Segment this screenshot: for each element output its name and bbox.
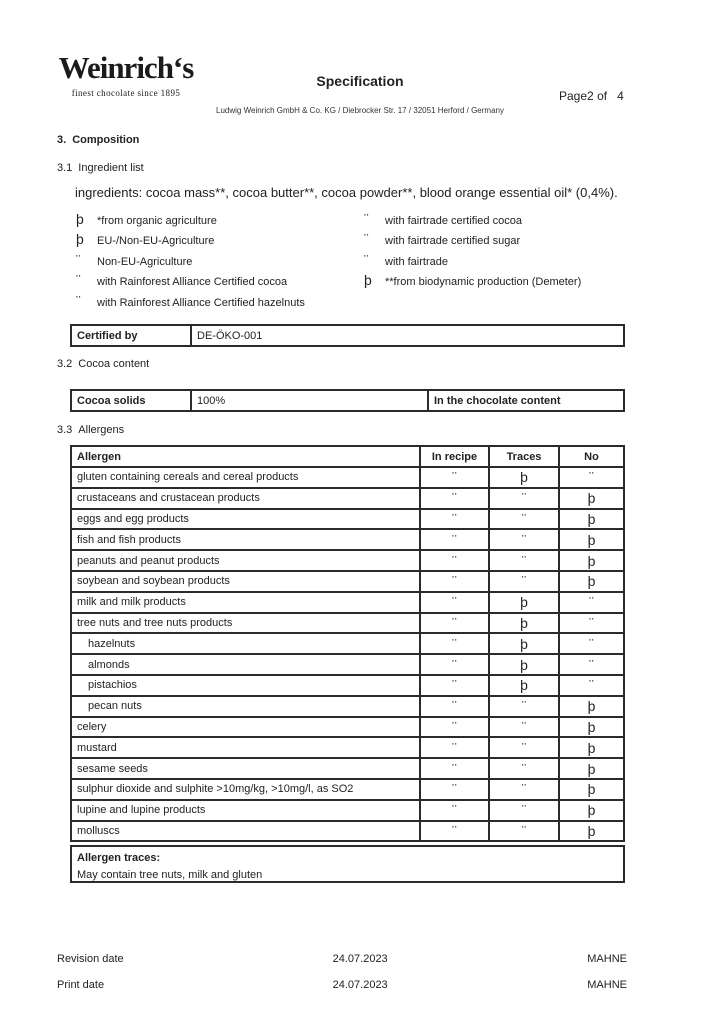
allergen-row — [71, 571, 624, 592]
checkbox-mark-icon: ¨ — [76, 251, 81, 268]
checkbox-mark-icon: þ — [364, 272, 372, 289]
option-row — [364, 232, 581, 252]
traces-mark-cell: ¨ — [489, 696, 559, 717]
in-recipe-mark-cell: ¨ — [420, 509, 489, 530]
section-title: Cocoa content — [78, 358, 150, 370]
traces-mark-cell: ¨ — [489, 779, 559, 800]
checkbox-mark-icon: ¨ — [364, 251, 369, 268]
no-mark-cell: ¨ — [559, 613, 624, 634]
no-mark-cell: ¨ — [559, 467, 624, 488]
in-recipe-mark-cell: ¨ — [420, 779, 489, 800]
footer-row-author: MAHNE — [587, 979, 627, 991]
option-label: EU-/Non-EU-Agriculture — [97, 235, 215, 248]
allergen-row — [71, 488, 624, 509]
allergen-row — [71, 696, 624, 717]
section-title: Allergens — [78, 424, 125, 436]
traces-mark-cell: ¨ — [489, 717, 559, 738]
ingredients-line: ingredients: cocoa mass**, cocoa butter**, cocoa powder**, blood orange essential oil* (0,4%). — [75, 185, 618, 200]
no-mark-cell: ¨ — [559, 633, 624, 654]
footer-row-date: 24.07.2023 — [332, 979, 388, 991]
allergen-name-cell: molluscs — [71, 821, 420, 842]
page-total: 4 — [617, 89, 624, 103]
no-mark-cell: þ — [559, 509, 624, 530]
section-number: 3.2 — [57, 358, 73, 370]
section-number: 3.1 — [57, 162, 73, 174]
allergens-header-row — [71, 446, 624, 467]
option-row — [76, 253, 305, 273]
in-recipe-mark-cell: ¨ — [420, 613, 489, 634]
allergen-column-header: Allergen — [71, 446, 420, 467]
traces-mark-cell: ¨ — [489, 821, 559, 842]
allergen-name-cell: gluten containing cereals and cereal products — [71, 467, 420, 488]
in-recipe-mark-cell: ¨ — [420, 737, 489, 758]
company-address: Ludwig Weinrich GmbH & Co. KG / Diebrocker Str. 17 / 32051 Herford / Germany — [216, 106, 504, 115]
traces-mark-cell: þ — [489, 633, 559, 654]
allergen-name-cell: crustaceans and crustacean products — [71, 488, 420, 509]
option-label: with fairtrade — [385, 255, 448, 268]
no-mark-cell: þ — [559, 800, 624, 821]
option-row — [76, 212, 305, 232]
allergen-row — [71, 550, 624, 571]
no-mark-cell: þ — [559, 550, 624, 571]
in-recipe-mark-cell: ¨ — [420, 467, 489, 488]
traces-mark-cell: þ — [489, 467, 559, 488]
in-recipe-mark-cell: ¨ — [420, 821, 489, 842]
option-label: *from organic agriculture — [97, 215, 217, 227]
footer-row-label: Revision date — [57, 953, 124, 965]
allergen-row — [71, 717, 624, 738]
allergen-row — [71, 613, 624, 634]
allergen-name-cell: eggs and egg products — [71, 509, 420, 530]
no-column-header: No — [559, 446, 624, 467]
allergens-table — [70, 445, 625, 842]
in-recipe-mark-cell: ¨ — [420, 758, 489, 779]
section-number: 3. — [57, 134, 67, 146]
certified-by-row — [71, 325, 624, 346]
allergen-row — [71, 800, 624, 821]
section-heading-cocoa-content — [57, 358, 149, 370]
allergen-name-cell: mustard — [71, 737, 420, 758]
no-mark-cell: ¨ — [559, 592, 624, 613]
option-row — [364, 253, 581, 273]
traces-mark-cell: ¨ — [489, 800, 559, 821]
footer-row — [57, 946, 627, 972]
in-recipe-mark-cell: ¨ — [420, 529, 489, 550]
traces-mark-cell: þ — [489, 613, 559, 634]
no-mark-cell: þ — [559, 717, 624, 738]
allergen-name-cell: fish and fish products — [71, 529, 420, 550]
certified-by-value-cell: DE-ÖKO-001 — [191, 325, 624, 346]
traces-mark-cell: ¨ — [489, 529, 559, 550]
allergen-name-cell: tree nuts and tree nuts products — [71, 613, 420, 634]
traces-mark-cell: ¨ — [489, 488, 559, 509]
footer-row-date: 24.07.2023 — [332, 953, 388, 965]
allergen-name-cell: sesame seeds — [71, 758, 420, 779]
checkbox-mark-icon: þ — [76, 211, 84, 227]
in-recipe-mark-cell: ¨ — [420, 592, 489, 613]
in-recipe-mark-cell: ¨ — [420, 675, 489, 696]
no-mark-cell: þ — [559, 529, 624, 550]
traces-mark-cell: ¨ — [489, 509, 559, 530]
option-row — [76, 273, 305, 293]
footer-row — [57, 972, 627, 998]
checkbox-mark-icon: þ — [76, 231, 84, 248]
page-current: 2 — [587, 89, 594, 103]
section-number: 3.3 — [57, 424, 73, 436]
logo-brand-text: Weinrich‘s — [58, 50, 194, 85]
allergen-name-cell: sulphur dioxide and sulphite >10mg/kg, >10mg/l, as SO2 — [71, 779, 420, 800]
section-title: Ingredient list — [78, 162, 144, 174]
traces-mark-cell: ¨ — [489, 758, 559, 779]
allergen-name-cell: almonds — [71, 654, 420, 675]
in-recipe-mark-cell: ¨ — [420, 633, 489, 654]
cocoa-content-table — [70, 389, 625, 412]
allergen-row — [71, 654, 624, 675]
no-mark-cell: þ — [559, 758, 624, 779]
checkbox-mark-icon: ¨ — [364, 211, 369, 227]
allergen-row — [71, 821, 624, 842]
traces-mark-cell: þ — [489, 592, 559, 613]
certified-by-label-cell: Certified by — [71, 325, 191, 346]
no-mark-cell: þ — [559, 737, 624, 758]
allergen-name-cell: lupine and lupine products — [71, 800, 420, 821]
option-label: with Rainforest Alliance Certified cocoa — [97, 276, 288, 289]
in-recipe-mark-cell: ¨ — [420, 488, 489, 509]
cocoa-solids-value-cell: 100% — [191, 390, 428, 411]
allergen-name-cell: pistachios — [71, 675, 420, 696]
option-label: Non-EU-Agriculture — [97, 255, 193, 268]
in-recipe-mark-cell: ¨ — [420, 800, 489, 821]
no-mark-cell: þ — [559, 779, 624, 800]
in-recipe-mark-cell: ¨ — [420, 717, 489, 738]
option-row — [76, 232, 305, 252]
cocoa-solids-row — [71, 390, 624, 411]
allergen-row — [71, 529, 624, 550]
page-of-label: of — [597, 89, 608, 103]
allergen-row — [71, 675, 624, 696]
allergen-row — [71, 467, 624, 488]
allergen-traces-text: May contain tree nuts, milk and gluten — [77, 869, 263, 881]
document-title: Specification — [316, 73, 404, 89]
allergen-name-cell: peanuts and peanut products — [71, 550, 420, 571]
no-mark-cell: þ — [559, 488, 624, 509]
section-heading-composition — [57, 134, 139, 146]
in-recipe-mark-cell: ¨ — [420, 654, 489, 675]
option-label: with Rainforest Alliance Certified hazelnuts — [97, 296, 305, 309]
no-mark-cell: þ — [559, 821, 624, 842]
option-row — [364, 212, 581, 232]
in-recipe-mark-cell: ¨ — [420, 550, 489, 571]
document-footer — [57, 946, 627, 998]
section-title: Composition — [72, 134, 140, 146]
no-mark-cell: ¨ — [559, 675, 624, 696]
checkbox-mark-icon: ¨ — [76, 292, 81, 309]
allergen-name-cell: milk and milk products — [71, 592, 420, 613]
option-label: with fairtrade certified cocoa — [385, 215, 522, 227]
section-heading-allergens — [57, 424, 124, 436]
allergen-row — [71, 509, 624, 530]
in-recipe-mark-cell: ¨ — [420, 571, 489, 592]
allergen-row — [71, 779, 624, 800]
no-mark-cell: þ — [559, 696, 624, 717]
cocoa-solids-note-cell: In the chocolate content — [428, 390, 624, 411]
logo-tagline: finest chocolate since 1895 — [71, 87, 181, 98]
cocoa-solids-label-cell: Cocoa solids — [71, 390, 191, 411]
allergen-row — [71, 758, 624, 779]
footer-row-author: MAHNE — [587, 953, 627, 965]
footer-row-label: Print date — [57, 979, 105, 991]
option-label: with fairtrade certified sugar — [385, 235, 521, 248]
option-row — [76, 294, 305, 314]
in-recipe-column-header: In recipe — [420, 446, 489, 467]
traces-mark-cell: ¨ — [489, 571, 559, 592]
allergen-name-cell: celery — [71, 717, 420, 738]
allergen-traces-label: Allergen traces: — [77, 852, 161, 864]
allergen-name-cell: hazelnuts — [71, 633, 420, 654]
section-heading-ingredient-list — [57, 162, 144, 174]
allergen-row — [71, 737, 624, 758]
allergen-row — [71, 633, 624, 654]
allergen-name-cell: soybean and soybean products — [71, 571, 420, 592]
traces-mark-cell: ¨ — [489, 737, 559, 758]
checkbox-mark-icon: ¨ — [364, 231, 369, 248]
allergen-name-cell: pecan nuts — [71, 696, 420, 717]
allergens-table-body — [71, 467, 624, 841]
option-label: **from biodynamic production (Demeter) — [385, 276, 582, 289]
origin-options-right-column — [364, 212, 581, 294]
option-row — [364, 273, 581, 293]
traces-column-header: Traces — [489, 446, 559, 467]
page-indicator — [559, 89, 624, 103]
in-recipe-mark-cell: ¨ — [420, 696, 489, 717]
page-label: Page — [559, 89, 588, 103]
traces-mark-cell: þ — [489, 675, 559, 696]
origin-options-left-column — [76, 212, 305, 314]
no-mark-cell: ¨ — [559, 654, 624, 675]
certified-by-table — [70, 324, 625, 347]
allergen-row — [71, 592, 624, 613]
no-mark-cell: þ — [559, 571, 624, 592]
checkbox-mark-icon: ¨ — [76, 272, 81, 289]
allergen-traces-box — [70, 845, 625, 883]
traces-mark-cell: þ — [489, 654, 559, 675]
traces-mark-cell: ¨ — [489, 550, 559, 571]
